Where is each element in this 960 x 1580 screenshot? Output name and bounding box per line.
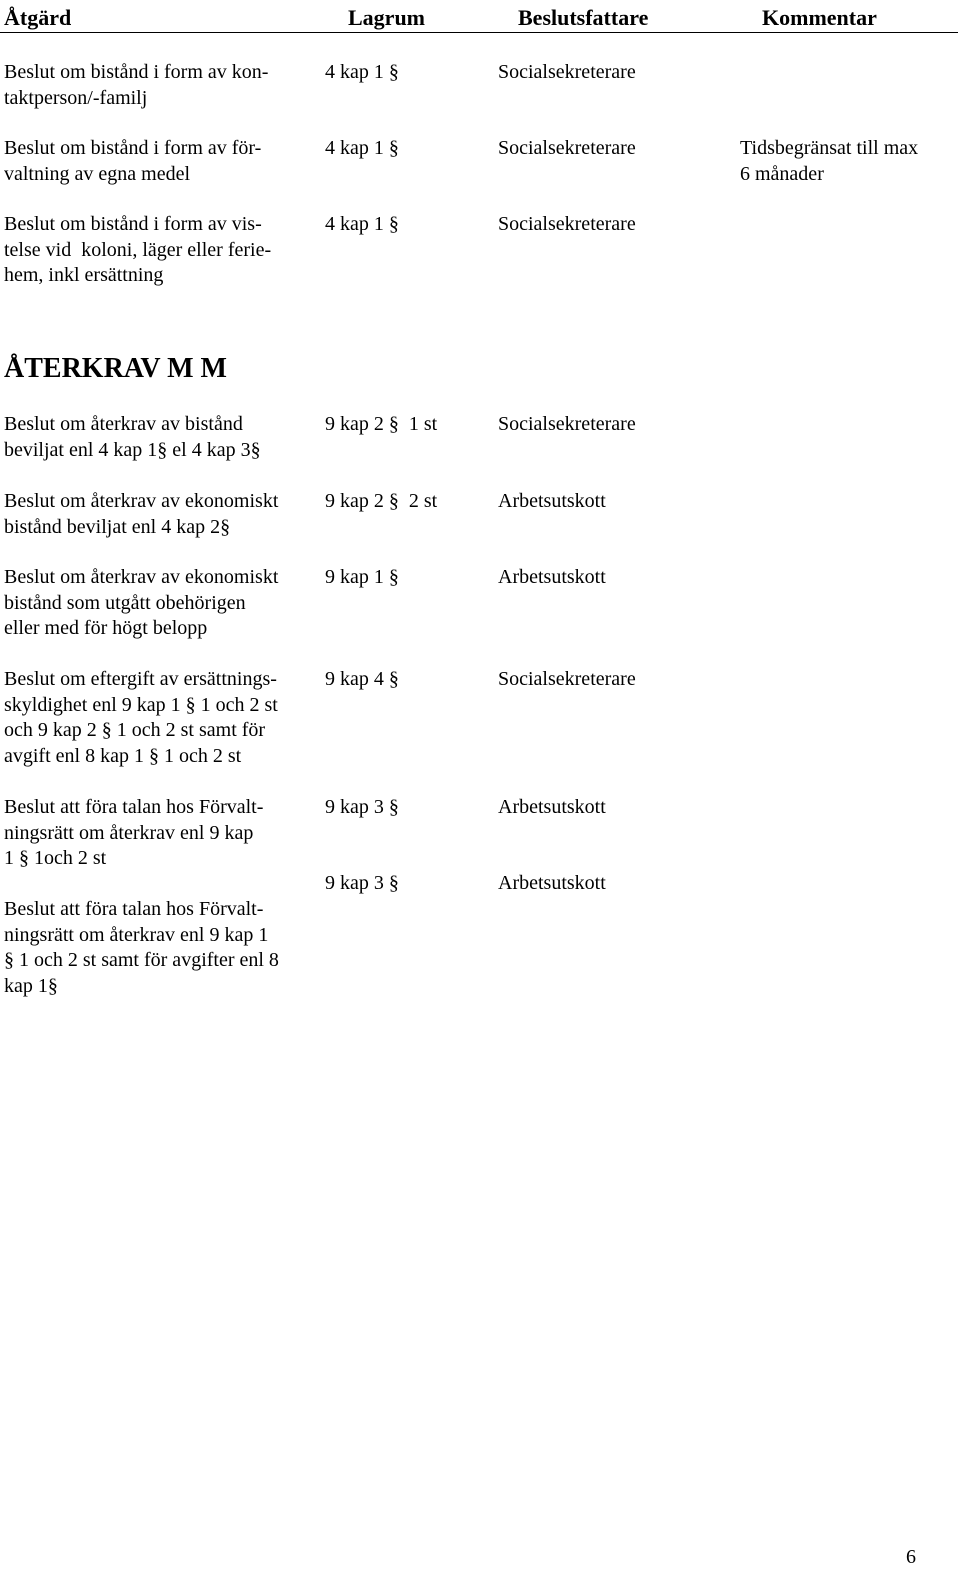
column-header-law: Lagrum	[348, 5, 425, 30]
table-row-law: 9 kap 3 §	[325, 872, 399, 894]
table-row-law: 9 kap 2 § 2 st	[325, 490, 438, 512]
table-row-law: 4 kap 1 §	[325, 61, 399, 83]
header-divider	[0, 32, 958, 33]
table-row-decider: Arbetsutskott	[498, 490, 606, 512]
table-row-law: 9 kap 4 §	[325, 668, 399, 690]
table-row-comment: Tidsbegränsat till max 6 månader	[740, 137, 919, 185]
table-row-decider: Arbetsutskott	[498, 872, 606, 894]
column-header-decider: Beslutsfattare	[518, 5, 649, 30]
table-row-decider: Arbetsutskott	[498, 796, 606, 818]
table-row-action: Beslut att föra talan hos Förvalt- ningsrätt om återkrav enl 9 kap 1 § 1 och 2 st samt för avgifter enl 8 kap 1§	[4, 898, 279, 997]
section-title: ÅTERKRAV M M	[4, 353, 227, 384]
table-row-decider: Arbetsutskott	[498, 566, 606, 588]
page-number: 6	[906, 1546, 916, 1568]
table-row-law: 9 kap 2 § 1 st	[325, 413, 438, 435]
table-row-law: 4 kap 1 §	[325, 213, 399, 235]
column-header-action: Åtgärd	[4, 5, 72, 30]
table-row-law: 9 kap 1 §	[325, 566, 399, 588]
table-row-action: Beslut om återkrav av ekonomiskt bistånd beviljat enl 4 kap 2§	[4, 490, 279, 538]
table-row-law: 4 kap 1 §	[325, 137, 399, 159]
table-row-decider: Socialsekreterare	[498, 213, 636, 235]
table-row-action: Beslut om bistånd i form av kon- taktperson/-familj	[4, 61, 269, 109]
table-row-decider: Socialsekreterare	[498, 137, 636, 159]
table-row-action: Beslut om återkrav av bistånd beviljat enl 4 kap 1§ el 4 kap 3§	[4, 413, 261, 461]
table-row-decider: Socialsekreterare	[498, 413, 636, 435]
table-row-action: Beslut om bistånd i form av vis- telse vid koloni, läger eller ferie- hem, inkl ersättning	[4, 213, 272, 287]
table-row-action: Beslut om återkrav av ekonomiskt bistånd som utgått obehörigen eller med för högt belopp	[4, 566, 279, 640]
table-row-action: Beslut om eftergift av ersättnings- skyldighet enl 9 kap 1 § 1 och 2 st och 9 kap 2 § 1 och 2 st samt för avgift enl 8 kap 1 § 1 och 2 st	[4, 668, 278, 767]
table-row-decider: Socialsekreterare	[498, 61, 636, 83]
table-row-action: Beslut om bistånd i form av för- valtning av egna medel	[4, 137, 262, 185]
table-row-decider: Socialsekreterare	[498, 668, 636, 690]
table-row-action: Beslut att föra talan hos Förvalt- ningsrätt om återkrav enl 9 kap 1 § 1och 2 st	[4, 796, 264, 870]
column-header-comment: Kommentar	[762, 5, 877, 30]
table-row-law: 9 kap 3 §	[325, 796, 399, 818]
